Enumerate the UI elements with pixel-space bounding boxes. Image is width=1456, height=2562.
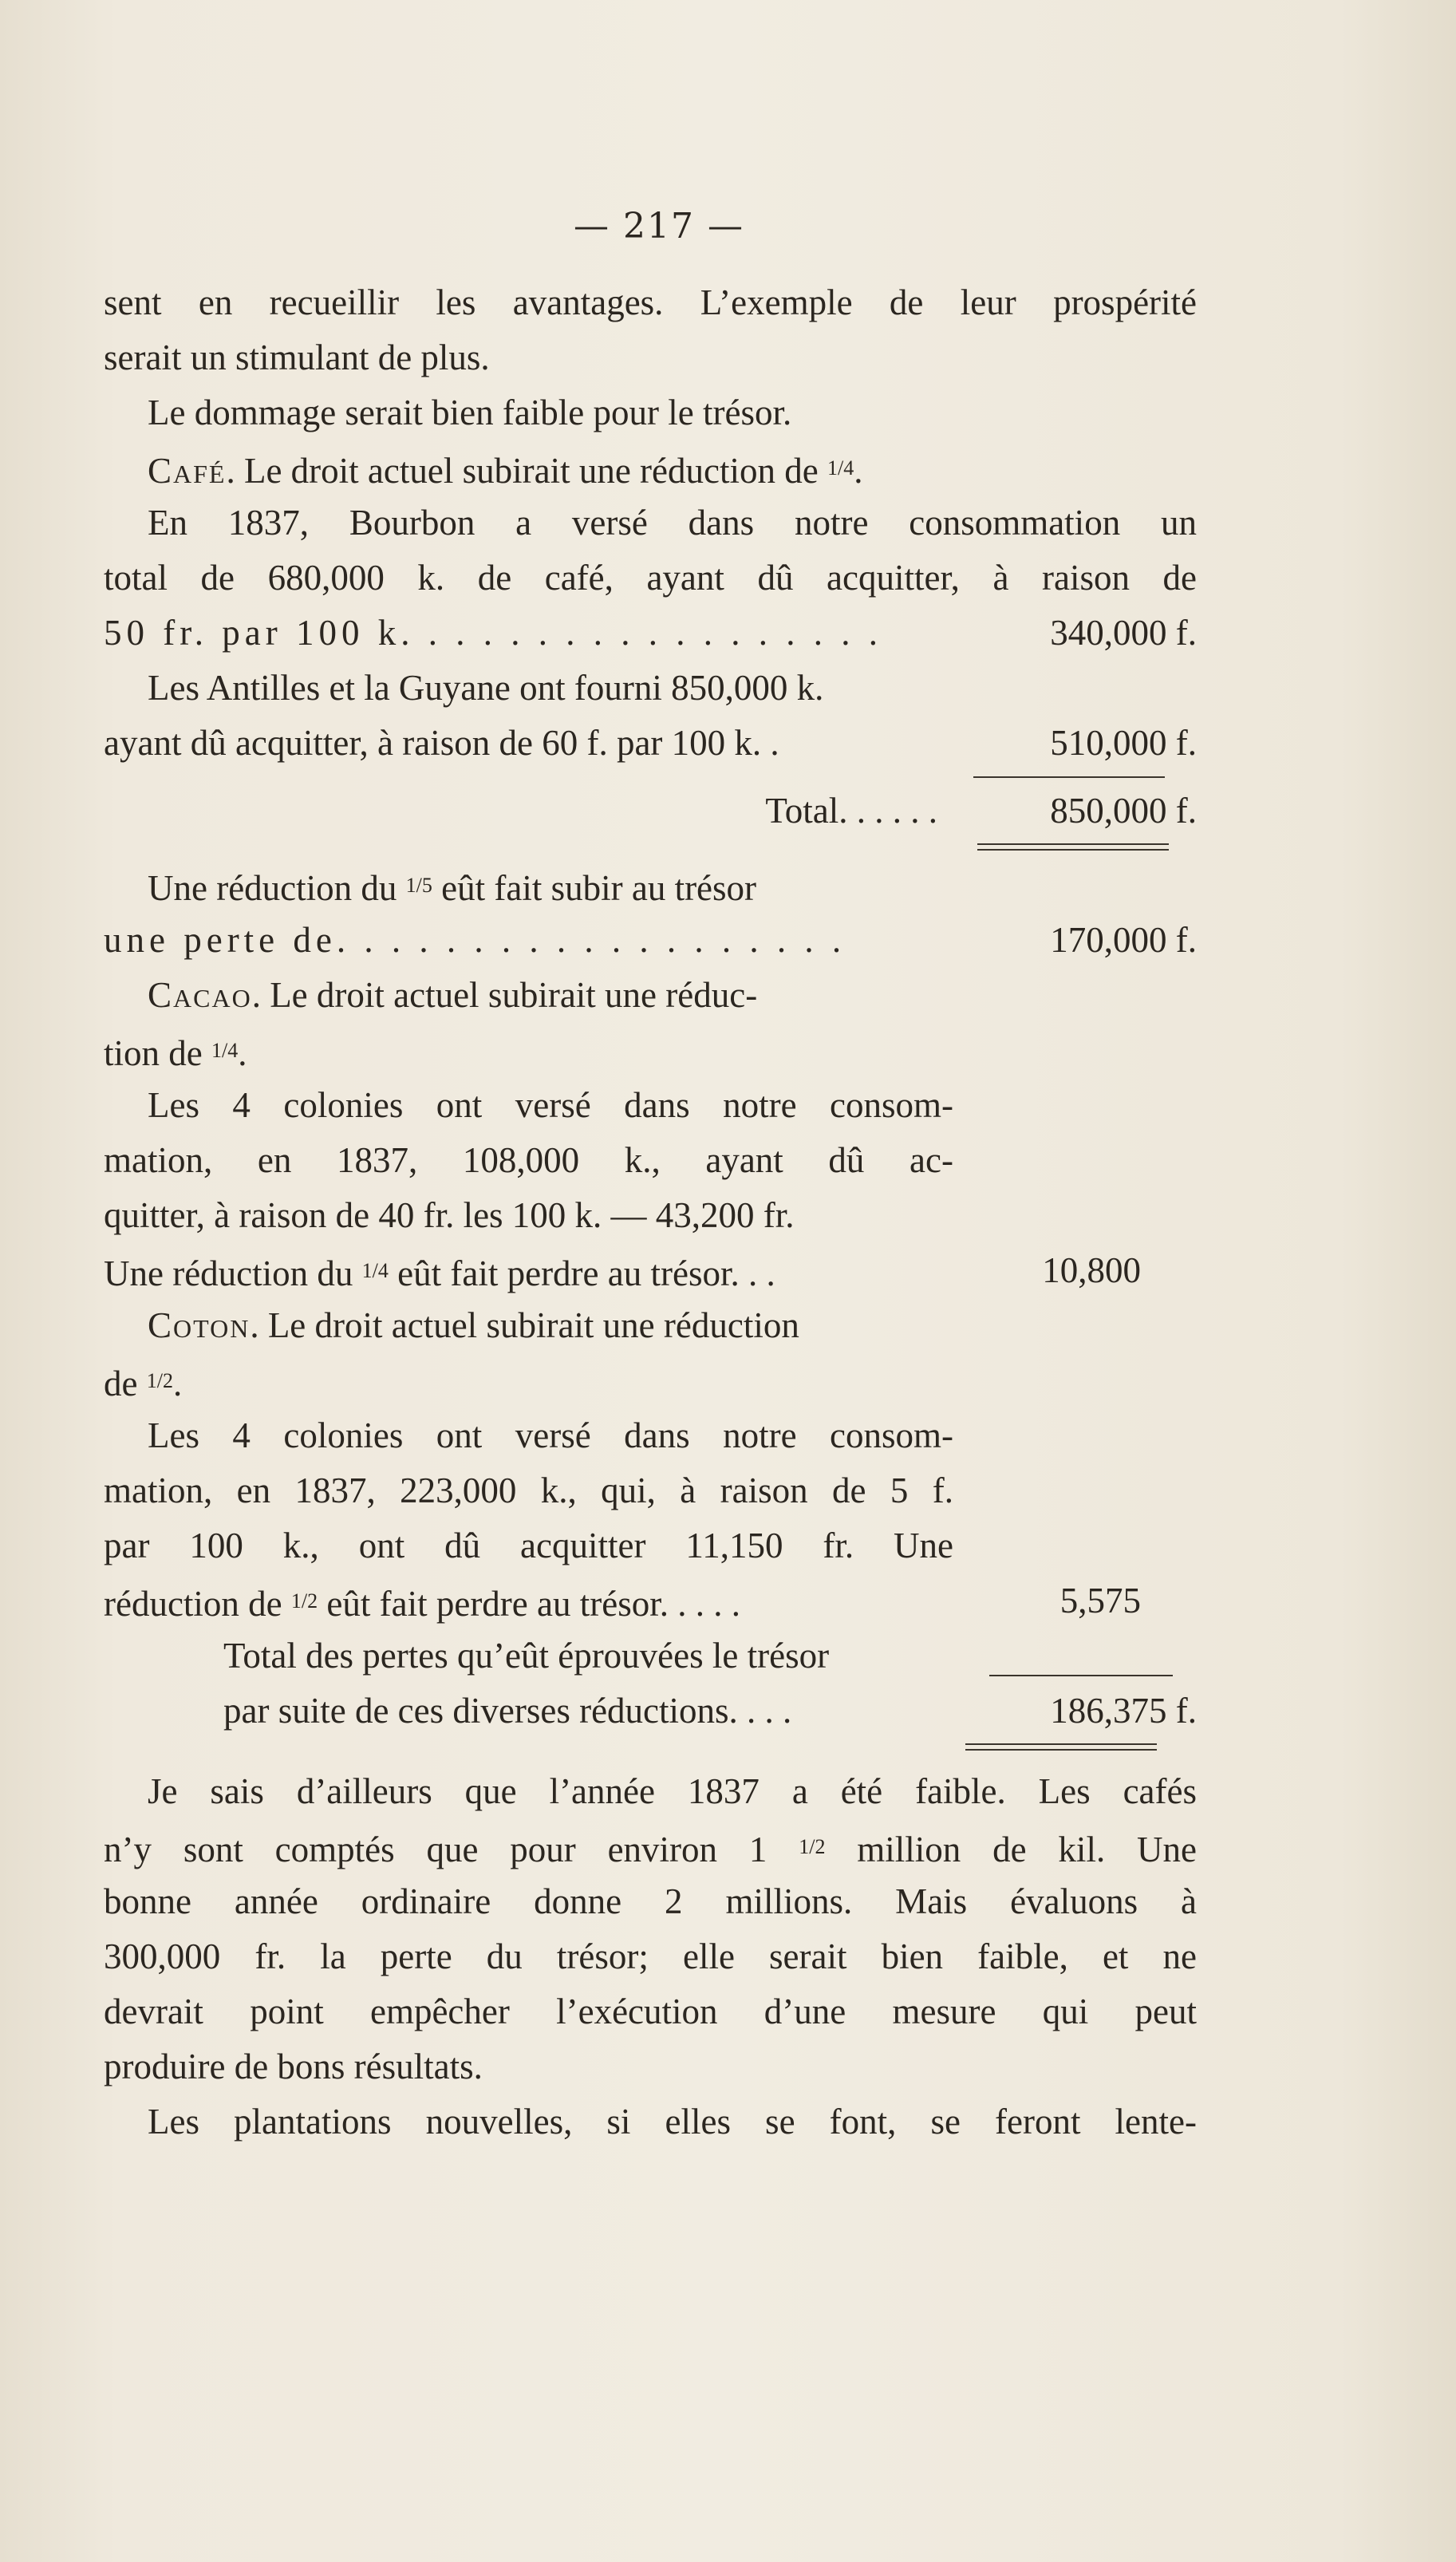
text-line: par 100 k., ont dû acquitter 11,150 fr. Une: [104, 1526, 953, 1565]
fraction: 1/4: [361, 1259, 389, 1282]
section-heading-cacao: Cacao: [148, 975, 252, 1015]
text-line: Les Antilles et la Guyane ont fourni 850,000 k.: [148, 668, 824, 708]
ledger-row: [104, 1573, 1197, 1628]
ledger-amount: 510,000 f.: [1050, 723, 1197, 763]
text-span: million de kil. Une: [825, 1830, 1197, 1869]
ledger-row: [104, 784, 1197, 839]
text-line: mation, en 1837, 223,000 k., qui, à raison de 5 f.: [104, 1470, 953, 1510]
text-line: Les 4 colonies ont versé dans notre consom-: [148, 1085, 953, 1125]
ledger-row: [104, 1684, 1197, 1739]
total-double-rule: [977, 843, 1169, 851]
text-line: Le dommage serait bien faible pour le trésor.: [148, 393, 792, 432]
text-span: eût fait subir au trésor: [432, 868, 757, 908]
sum-rule: [973, 776, 1165, 778]
text-span: eût fait perdre au trésor. . .: [388, 1253, 775, 1293]
text-span: eût fait perdre au trésor. . . . .: [318, 1584, 740, 1624]
page-number: — 217 —: [574, 206, 744, 247]
sum-rule: [989, 1675, 1173, 1676]
text-line: serait un stimulant de plus.: [104, 338, 490, 377]
text-span: Une réduction du: [104, 1253, 362, 1293]
text-line: Je sais d’ailleurs que l’année 1837 a été faible. Les cafés: [148, 1771, 1197, 1811]
section-heading-cafe: Café: [148, 451, 227, 491]
text-line: sent en recueillir les avantages. L’exemple de leur prospérité: [104, 282, 1197, 322]
ledger-total: 186,375 f.: [1050, 1691, 1197, 1731]
fraction: 1/4: [827, 456, 854, 480]
section-heading-coton: Coton: [148, 1305, 251, 1345]
ledger-label: par suite de ces diverses réductions. . . .: [223, 1691, 792, 1731]
ledger-label: [104, 1573, 953, 1632]
ledger-label: une perte de. . . . . . . . . . . . . . . . . . .: [104, 920, 846, 960]
text-span: . Le droit actuel subirait une réduction de: [226, 451, 827, 491]
ledger-amount: 170,000 f.: [1050, 920, 1197, 960]
ledger-amount: 5,575: [1059, 1581, 1141, 1620]
ledger-amount: 10,800: [1042, 1250, 1141, 1290]
text-span: réduction de: [104, 1584, 291, 1624]
text-line: quitter, à raison de 40 fr. les 100 k. — 43,200 fr.: [104, 1195, 795, 1235]
ledger-label: Total. . . . . .: [765, 791, 937, 831]
text-span: de: [104, 1364, 147, 1403]
text-line: tion de $^{1/4}$.: [104, 1033, 247, 1073]
text-span: n’y sont comptés que pour environ 1: [104, 1830, 799, 1869]
ledger-row: [104, 606, 1197, 661]
text-span: tion de: [104, 1033, 211, 1073]
text-line: [104, 858, 953, 916]
text-line: [104, 1819, 1197, 1874]
ledger-row: [104, 716, 1197, 771]
text-line: de $^{1/2}$.: [104, 1364, 183, 1403]
text-line: total de 680,000 k. de café, ayant dû acquitter, à raison de: [104, 558, 1197, 598]
ledger-row: [104, 913, 1197, 968]
text-span: . Le droit actuel subirait une réduc-: [251, 975, 758, 1015]
fraction: 1/2: [146, 1369, 173, 1392]
text-line: devrait point empêcher l’exécution d’une mesure qui peut: [104, 1992, 1197, 2031]
ledger-label: 50 fr. par 100 k. . . . . . . . . . . . . . . . . .: [104, 613, 882, 653]
text-span: . Le droit actuel subirait une réduction: [250, 1305, 799, 1345]
fraction: 1/5: [405, 874, 432, 897]
ledger-label: [104, 1243, 953, 1301]
ledger-label: ayant dû acquitter, à raison de 60 f. par 100 k. .: [104, 723, 779, 763]
text-line: Les plantations nouvelles, si elles se font, se feront lente-: [148, 2102, 1197, 2142]
fraction: 1/4: [211, 1039, 239, 1062]
ledger-amount: 340,000 f.: [1050, 613, 1197, 653]
text-line: Café. Le droit actuel subirait une réduction de $^{1/4}$.: [148, 451, 863, 491]
text-line: [104, 1298, 953, 1353]
text-line: mation, en 1837, 108,000 k., ayant dû ac-: [104, 1140, 953, 1180]
text-line: 300,000 fr. la perte du trésor; elle serait bien faible, et ne: [104, 1936, 1197, 1976]
text-line: bonne année ordinaire donne 2 millions. Mais évaluons à: [104, 1881, 1197, 1921]
text-line: Total des pertes qu’eût éprouvées le trésor: [223, 1636, 830, 1676]
text-line: Les 4 colonies ont versé dans notre consom-: [148, 1415, 953, 1455]
text-span: Une réduction du: [148, 868, 406, 908]
fraction: 1/2: [799, 1835, 826, 1858]
text-line: [104, 968, 953, 1023]
fraction: 1/2: [290, 1589, 318, 1613]
text-line: En 1837, Bourbon a versé dans notre consommation un: [148, 503, 1197, 543]
ledger-row: [104, 1243, 1197, 1298]
ledger-total: 850,000 f.: [1050, 791, 1197, 831]
total-double-rule: [965, 1743, 1157, 1751]
text-line: produire de bons résultats.: [104, 2047, 483, 2086]
